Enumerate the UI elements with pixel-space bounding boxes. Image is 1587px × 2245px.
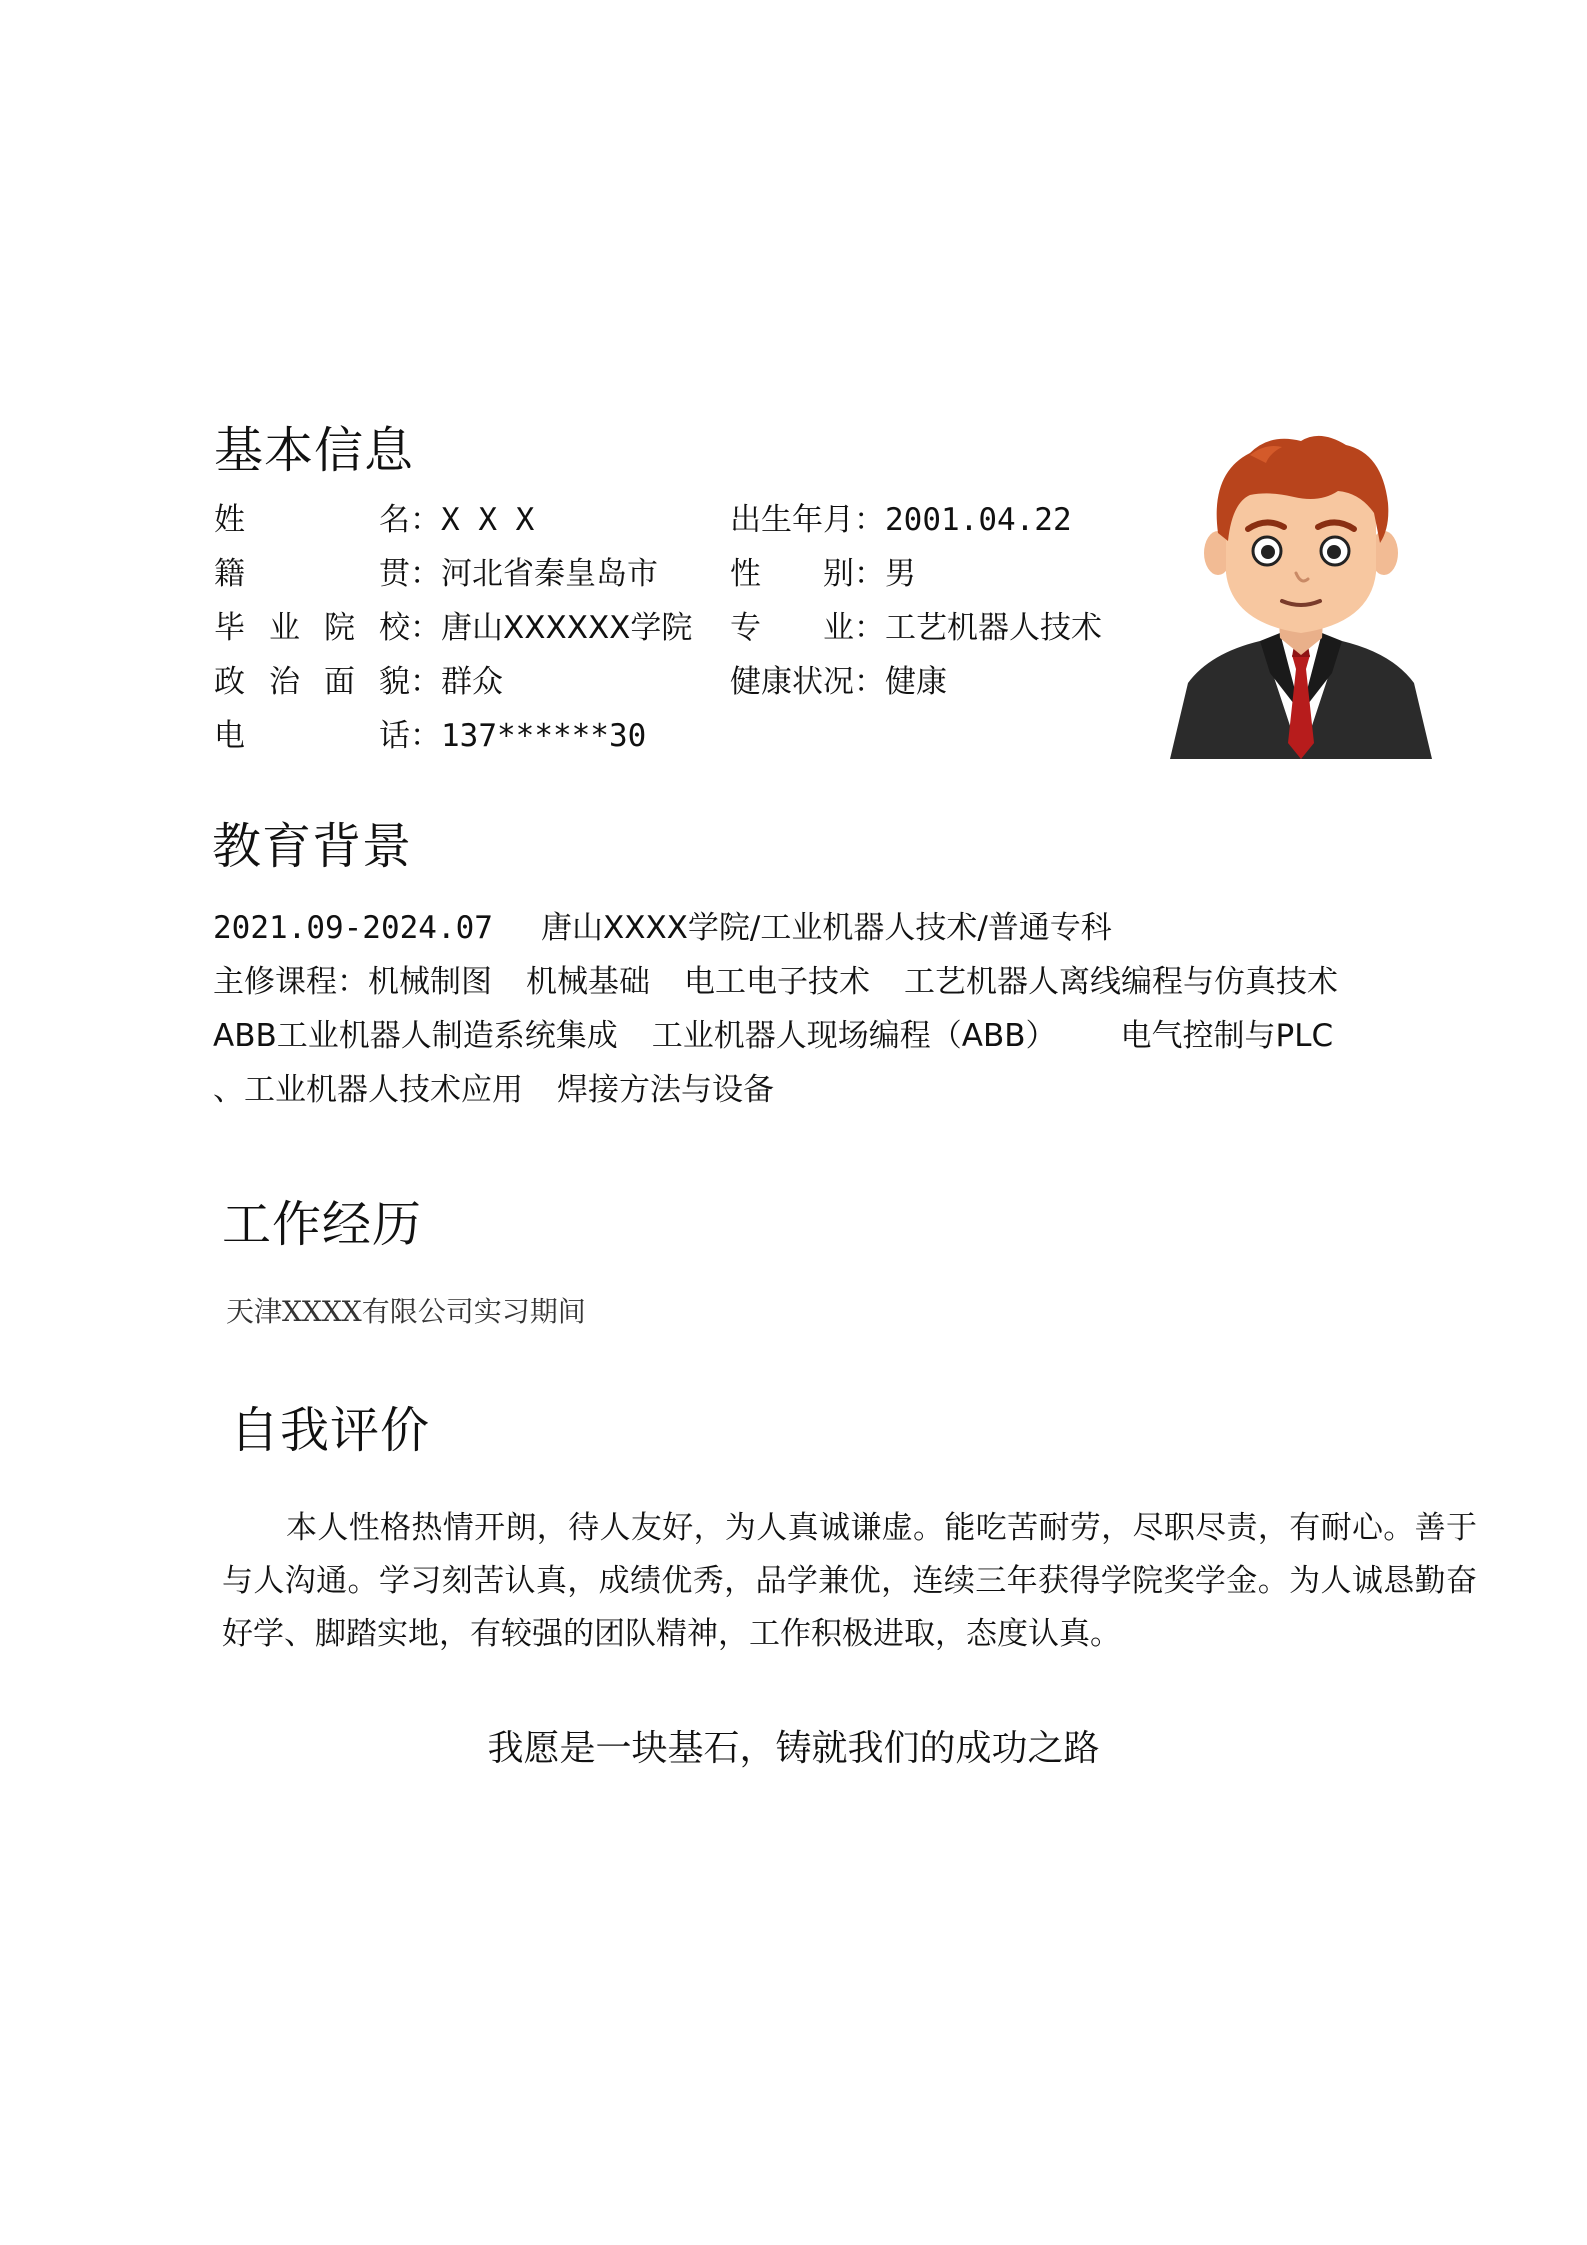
course-item: 电气控制与PLC (1120, 1018, 1334, 1054)
major-label: 专业 (730, 610, 854, 646)
school-value: 唐山XXXXXX学院 (441, 610, 693, 646)
name-value: X X X (441, 502, 535, 538)
section-title-basic-info: 基本信息 (214, 422, 415, 479)
health-value: 健康 (885, 664, 947, 700)
birth-value: 2001.04.22 (885, 502, 1072, 538)
colon: ： (854, 610, 885, 646)
colon: ： (410, 502, 441, 538)
colon: ： (410, 718, 441, 754)
education-period: 2021.09-2024.07 (213, 910, 493, 946)
political-value: 群众 (441, 664, 503, 700)
major-value: 工艺机器人技术 (885, 610, 1102, 646)
info-row-health (730, 662, 947, 702)
courses-label: 主修课程： (213, 964, 368, 1000)
school-label: 毕业院校 (214, 610, 410, 646)
section-title-self-eval: 自我评价 (230, 1402, 431, 1459)
section-title-work: 工作经历 (222, 1196, 423, 1253)
businessman-avatar-icon (1170, 433, 1432, 759)
native-value: 河北省秦皇岛市 (441, 556, 658, 592)
motto: 我愿是一块基石，铸就我们的成功之路 (487, 1728, 1100, 1769)
colon: ： (854, 664, 885, 700)
education-school: 唐山XXXX学院/工业机器人技术/普通专科 (540, 910, 1112, 946)
info-row-political (214, 662, 503, 702)
colon: ： (410, 556, 441, 592)
course-item: 、工业机器人技术应用 (213, 1072, 523, 1108)
courses-line-3 (213, 1070, 774, 1110)
info-row-birth (730, 500, 1072, 540)
course-item: 焊接方法与设备 (557, 1072, 774, 1108)
info-row-phone (214, 716, 646, 756)
gender-value: 男 (885, 556, 916, 592)
course-item: 电工电子技术 (684, 964, 870, 1000)
info-row-name (214, 500, 534, 540)
phone-value: 137******30 (441, 718, 647, 754)
phone-label: 电话 (214, 718, 410, 754)
info-row-school (214, 608, 692, 648)
colon: ： (410, 610, 441, 646)
section-title-education: 教育背景 (212, 818, 413, 875)
info-row-gender (730, 554, 916, 594)
birth-label: 出生年月 (730, 502, 854, 538)
native-label: 籍贯 (214, 556, 410, 592)
course-item: 工艺机器人离线编程与仿真技术 (904, 964, 1338, 1000)
courses-line-2 (213, 1016, 1333, 1056)
name-label: 姓名 (214, 502, 410, 538)
course-item: ABB工业机器人制造系统集成 (213, 1018, 618, 1054)
work-experience-text: 天津XXXX有限公司实习期间 (226, 1295, 586, 1328)
course-item: 机械基础 (526, 964, 650, 1000)
gender-label: 性别 (730, 556, 854, 592)
colon: ： (854, 502, 885, 538)
course-item: 工业机器人现场编程（ABB） (651, 1018, 1057, 1054)
colon: ： (410, 664, 441, 700)
political-label: 政治面貌 (214, 664, 410, 700)
health-label: 健康状况 (730, 664, 854, 700)
self-evaluation-paragraph: 本人性格热情开朗，待人友好，为人真诚谦虚。能吃苦耐劳，尽职尽责，有耐心。善于与人沟通。学习刻苦认真，成绩优秀，品学兼优，连续三年获得学院奖学金。为人诚恳勤奋好学、脚踏实地，有较强的团队精神，工作积极进取，态度认真。 (222, 1510, 1477, 1652)
colon: ： (854, 556, 885, 592)
info-row-major (730, 608, 1102, 648)
education-period-line (213, 908, 1112, 948)
courses-line-1 (213, 962, 1338, 1002)
info-row-native (214, 554, 658, 594)
course-item: 机械制图 (368, 964, 492, 1000)
